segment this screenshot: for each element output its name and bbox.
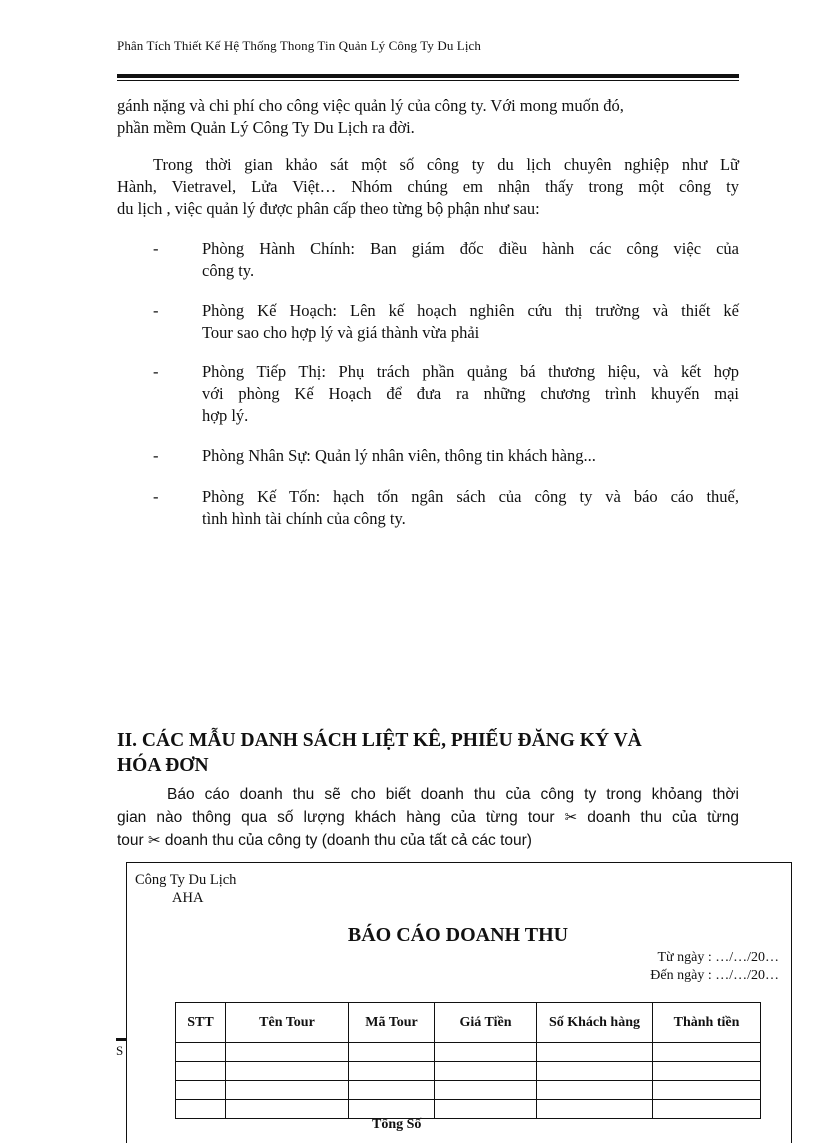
report-title: BÁO CÁO DOANH THU	[347, 924, 569, 946]
department-item-marketing	[202, 361, 739, 427]
column-header-price: Giá Tiền	[435, 1003, 537, 1043]
to-date: Đến ngày : …/…/20…	[650, 968, 779, 983]
section-heading-line-2: HÓA ĐƠN	[117, 755, 209, 776]
table-row	[176, 1062, 761, 1081]
column-header-customer-count: Số Khách hàng	[537, 1003, 653, 1043]
from-date: Từ ngày : …/…/20…	[657, 950, 779, 965]
section-heading-line-1: II. CÁC MẪU DANH SÁCH LIỆT KÊ, PHIẾU ĐĂNG KÝ VÀ	[117, 730, 642, 751]
section-heading	[117, 728, 747, 778]
department-line: Phòng Kế Hoạch: Lên kế hoạch nghiên cứu thị trường và thiết kế	[202, 301, 739, 320]
margin-mark-line	[116, 1038, 126, 1041]
department-line: Phòng Tiếp Thị: Phụ trách phần quảng bá thương hiệu, và kết hợp	[202, 362, 739, 381]
intro-line-1: gánh nặng và chi phí cho công việc quản lý của công ty. Với mong muốn đó,	[117, 96, 624, 115]
company-code: AHA	[172, 890, 204, 906]
survey-line-1: Trong thời gian khảo sát một số công ty du lịch chuyên nghiệp như Lữ	[153, 155, 739, 174]
description-text: gian nào thông qua số lượng khách hàng của từng tour	[117, 809, 565, 826]
description-line-3	[117, 829, 739, 852]
company-name: Công Ty Du Lịch	[135, 872, 237, 888]
scissors-icon: ✂	[564, 808, 578, 826]
bullet-dash: -	[153, 301, 159, 320]
bullet-dash: -	[153, 446, 159, 465]
bullet-dash: -	[153, 487, 159, 506]
department-item-admin	[202, 238, 739, 282]
column-header-tour-code: Mã Tour	[349, 1003, 435, 1043]
survey-line-3: du lịch , việc quản lý được phân cấp theo từng bộ phận như sau:	[117, 199, 540, 218]
department-line: hợp lý.	[202, 406, 249, 425]
section-description	[117, 784, 739, 852]
bullet-dash: -	[153, 239, 159, 258]
column-header-tour-name: Tên Tour	[226, 1003, 349, 1043]
bullet-dash: -	[153, 362, 159, 381]
intro-paragraph	[117, 95, 739, 139]
intro-line-2: phần mềm Quản Lý Công Ty Du Lịch ra đời.	[117, 118, 415, 137]
department-line: Phòng Hành Chính: Ban giám đốc điều hành các công việc của	[202, 239, 739, 258]
description-line-2	[117, 806, 739, 829]
header-rule-thick	[117, 74, 739, 78]
table-row	[176, 1081, 761, 1100]
department-item-hr	[202, 445, 739, 467]
department-line: Tour sao cho hợp lý và giá thành vừa phải	[202, 323, 480, 342]
table-header-row	[176, 1003, 761, 1043]
column-header-stt: STT	[176, 1003, 226, 1043]
column-header-amount: Thành tiền	[653, 1003, 761, 1043]
survey-line-2: Hành, Vietravel, Lửa Việt… Nhóm chúng em nhận thấy trong một công ty	[117, 177, 739, 196]
department-line: Phòng Kế Tốn: hạch tốn ngân sách của công ty và báo cáo thuế,	[202, 487, 739, 506]
description-text: doanh thu của công ty (doanh thu của tất cả các tour)	[160, 832, 532, 849]
department-line: với phòng Kế Hoạch để đưa ra những chương trình khuyến mại	[202, 384, 739, 403]
department-line: tình hình tài chính của công ty.	[202, 509, 406, 528]
table-row	[176, 1100, 761, 1119]
header-rule-thin	[117, 80, 739, 81]
table-total-label: Tổng Số	[372, 1117, 422, 1132]
description-text: tour	[117, 832, 149, 849]
survey-paragraph	[117, 154, 739, 220]
description-text: doanh thu của từng	[577, 809, 739, 826]
department-line: Phòng Nhân Sự: Quản lý nhân viên, thông tin khách hàng...	[202, 446, 596, 465]
margin-mark-letter: S	[116, 1043, 124, 1058]
department-item-planning	[202, 300, 739, 344]
revenue-table	[175, 1002, 761, 1119]
scissors-icon: ✂	[148, 831, 161, 849]
department-line: công ty.	[202, 261, 255, 280]
department-item-accounting	[202, 486, 739, 530]
table-row	[176, 1043, 761, 1062]
page-header-title: Phân Tích Thiết Kế Hệ Thống Thong Tin Quản Lý Công Ty Du Lịch	[117, 38, 482, 53]
description-line-1: Báo cáo doanh thu sẽ cho biết doanh thu của công ty trong khỏang thời	[167, 786, 739, 803]
